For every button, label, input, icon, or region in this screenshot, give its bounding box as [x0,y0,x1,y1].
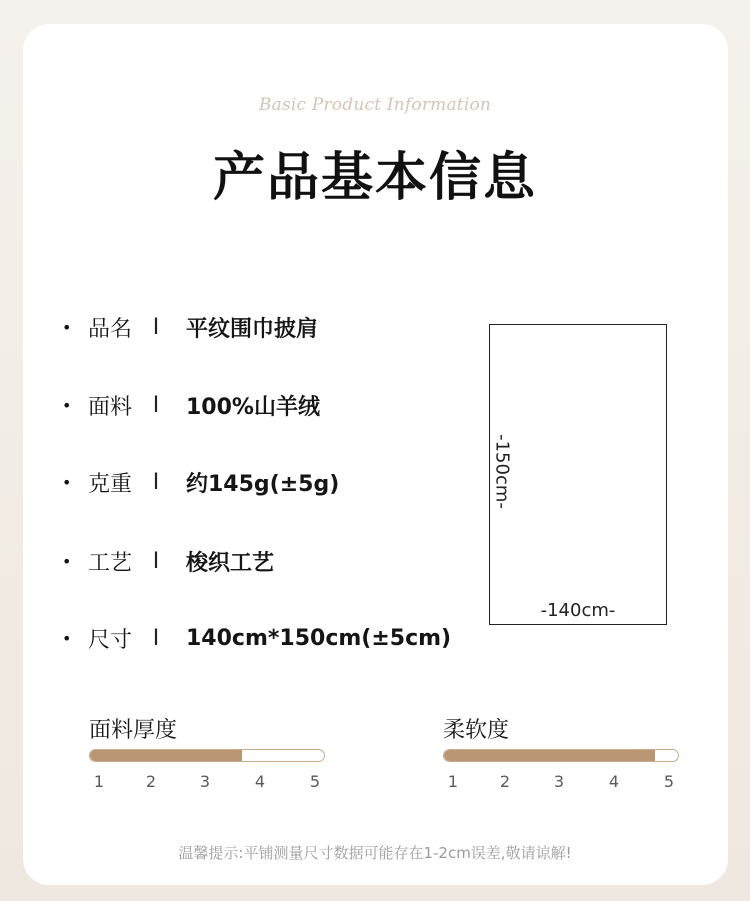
spec-label: 品名 [88,316,133,342]
height-dimension-label: -150cm- [491,434,513,509]
spec-label: 面料 [88,394,133,420]
spec-row-name [62,310,318,344]
scale-tick: 2 [145,772,157,791]
softness-title: 柔软度 [443,718,510,743]
spec-value: 约145g(±5g) [186,471,340,497]
spec-separator: I [152,469,160,495]
spec-row-fabric [62,388,320,422]
spec-value: 平纹围巾披肩 [186,316,319,342]
scale-tick: 2 [499,772,511,791]
spec-row-size [62,621,451,655]
bullet-icon: • [62,317,72,337]
bullet-icon: • [62,551,72,571]
spec-value: 梭织工艺 [186,550,275,576]
thickness-track [89,749,325,762]
thickness-fill [90,750,242,761]
scale-tick: 4 [608,772,620,791]
spec-row-weight [62,465,339,499]
softness-scale [443,772,679,792]
spec-separator: I [152,314,160,340]
scale-tick: 3 [199,772,211,791]
thickness-scale [89,772,325,792]
softness-fill [444,750,655,761]
english-subtitle: Basic Product Information [258,95,492,115]
scale-tick: 4 [254,772,266,791]
scale-tick: 5 [663,772,675,791]
spec-value: 100%山羊绒 [186,394,320,420]
scale-tick: 1 [447,772,459,791]
spec-separator: I [152,548,160,574]
spec-row-craft [62,544,274,578]
scale-tick: 1 [93,772,105,791]
spec-separator: I [152,625,160,651]
page-title: 产品基本信息 [212,148,537,208]
thickness-meter [89,713,325,803]
thickness-title: 面料厚度 [89,718,178,743]
measurement-footnote: 温馨提示:平铺测量尺寸数据可能存在1-2cm误差,敬请谅解! [178,844,572,862]
bullet-icon: • [62,628,72,648]
spec-label: 工艺 [88,550,133,576]
scale-tick: 5 [309,772,321,791]
bullet-icon: • [62,395,72,415]
spec-value: 140cm*150cm(±5cm) [186,625,452,651]
softness-track [443,749,679,762]
size-diagram [489,324,667,625]
spec-separator: I [152,392,160,418]
spec-label: 尺寸 [88,627,133,653]
spec-label: 克重 [88,471,133,497]
softness-meter [443,713,679,803]
bullet-icon: • [62,472,72,492]
width-dimension-label: -140cm- [540,600,616,621]
scale-tick: 3 [553,772,565,791]
